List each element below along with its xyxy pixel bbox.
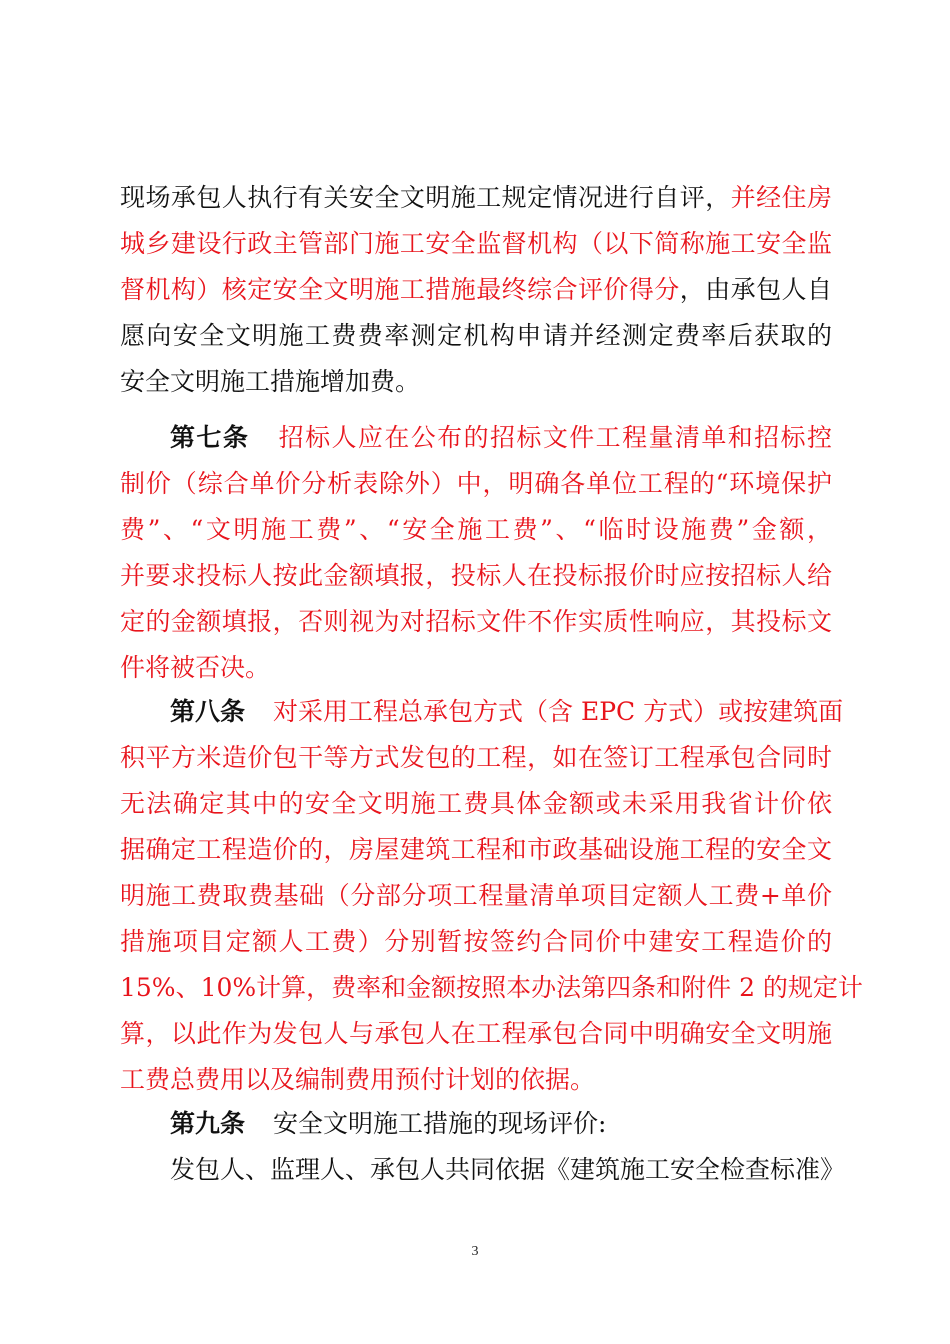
red-text-run: 15%、10%计算，费率和金额按照本办法第四条和附件 2 的规定计 [120,973,863,1002]
body-line [120,782,832,826]
page-number: 3 [471,1244,479,1259]
red-text-run: 措施项目定额人工费）分别暂按签约合同价中建安工程造价的 [120,927,832,956]
red-text-run: 积平方米造价包干等方式发包的工程，如在签订工程承包合同时 [120,743,832,772]
text-run: 安全文明施工措施增加费。 [120,367,421,396]
body-line [120,554,832,598]
article-heading: 第九条 [170,1109,246,1138]
red-text-run: 并经住房 [730,183,832,212]
article-heading-line [170,1102,832,1146]
red-text-run: 工费总费用以及编制费用预付计划的依据。 [120,1065,596,1094]
text-run: 发包人、监理人、承包人共同依据《建筑施工安全检查标准》 [170,1155,846,1184]
body-line [120,462,832,506]
body-line [170,1148,846,1192]
text-run: 安全文明施工措施的现场评价: [273,1109,607,1138]
body-line [120,314,832,358]
body-line [120,268,832,312]
body-line [120,920,832,964]
body-line [120,966,863,1010]
body-line [120,1012,832,1056]
article-heading-line [170,690,844,734]
body-line [120,646,832,690]
body-line [120,600,832,644]
article-heading-line [170,416,832,460]
body-line [120,360,832,404]
body-line [120,508,832,552]
body-line [120,874,832,918]
body-line [120,222,832,266]
red-text-run: 招标人应在公布的招标文件工程量清单和招标控 [277,423,832,452]
red-text-run: 费”、“文明施工费”、“安全施工费”、“临时设施费”金额， [120,515,832,544]
article-heading: 第七条 [170,423,250,452]
text-run: 愿向安全文明施工费费率测定机构申请并经测定费率后获取的 [120,321,832,350]
body-line [120,736,832,780]
red-text-run: 并要求投标人按此金额填报，投标人在投标报价时应按招标人给 [120,561,832,590]
red-text-run: 算，以此作为发包人与承包人在工程承包合同中明确安全文明施 [120,1019,832,1048]
red-text-run: 对采用工程总承包方式（含 EPC 方式）或按建筑面 [273,697,844,726]
red-text-run: 无法确定其中的安全文明施工费具体金额或未采用我省计价依 [120,789,832,818]
red-text-run: 督机构）核定安全文明施工措施最终综合评价得分 [120,275,680,304]
red-text-run: 定的金额填报，否则视为对招标文件不作实质性响应，其投标文 [120,607,832,636]
body-line [120,1058,832,1102]
article-heading: 第八条 [170,697,246,726]
body-line [120,176,832,220]
red-text-run: 件将被否决。 [120,653,271,682]
red-text-run: 明施工费取费基础（分部分项工程量清单项目定额人工费+单价 [120,881,832,910]
red-text-run: 制价（综合单价分析表除外）中，明确各单位工程的“环境保护 [120,469,832,498]
red-text-run: 城乡建设行政主管部门施工安全监督机构（以下简称施工安全监 [120,229,832,258]
body-line [120,828,832,872]
text-run: ，由承包人自 [679,275,832,304]
red-text-run: 据确定工程造价的，房屋建筑工程和市政基础设施工程的安全文 [120,835,832,864]
text-run: 现场承包人执行有关安全文明施工规定情况进行自评， [120,183,731,212]
